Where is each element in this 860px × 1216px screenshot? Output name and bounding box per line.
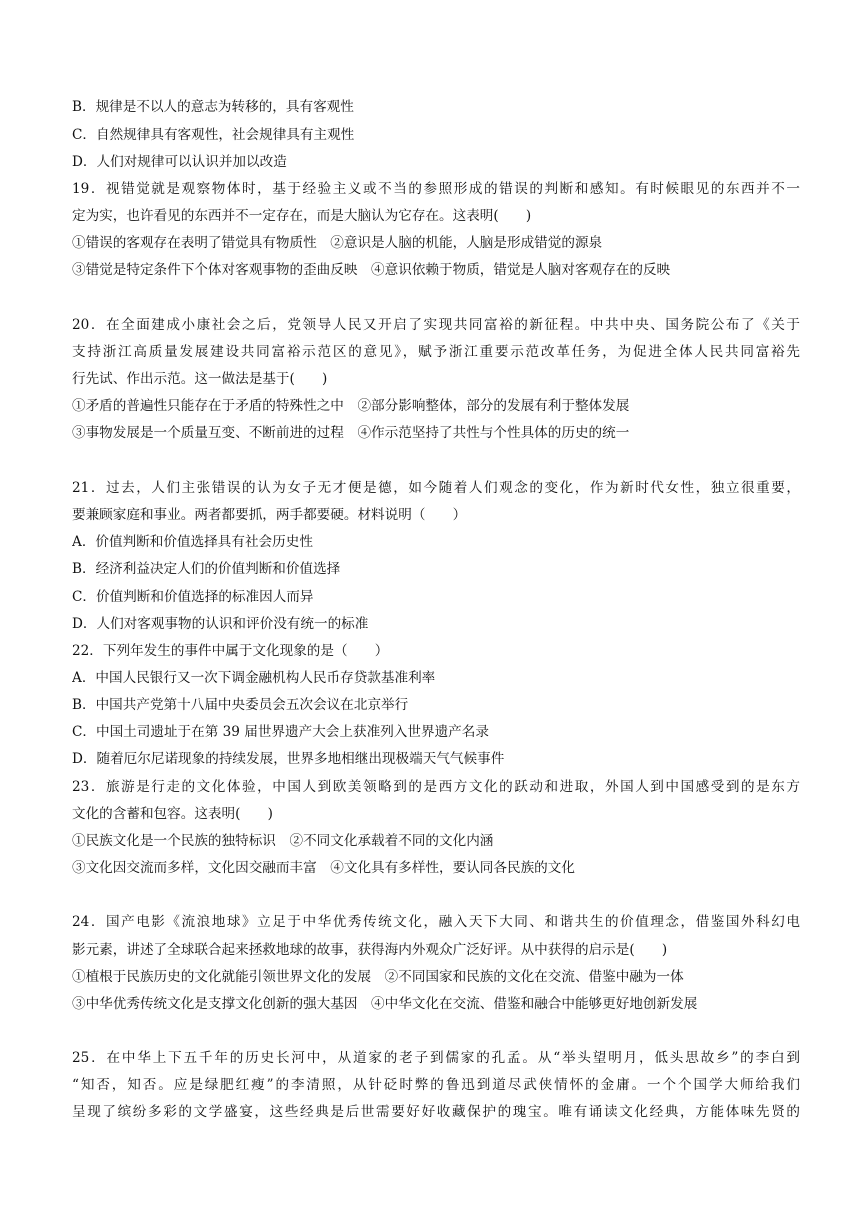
option-b-law-objective: B．规律是不以人的意志为转移的，具有客观性 bbox=[72, 99, 354, 115]
question-23-stem-cont: 文化的含蓄和包容。这表明( ) bbox=[72, 806, 273, 822]
question-20-stem-end: 行先试、作出示范。这一做法是基于( ) bbox=[72, 371, 328, 387]
question-23-statements-2: ③文化因交流而多样，文化因交融而丰富 ④文化具有多样性，要认同各民族的文化 bbox=[72, 860, 575, 876]
question-23-statements-1: ①民族文化是一个民族的独特标识 ②不同文化承载着不同的文化内涵 bbox=[72, 833, 494, 849]
question-19-statements-1: ①错误的客观存在表明了错觉具有物质性 ②意识是人脑的机能，人脑是形成错觉的源泉 bbox=[72, 235, 603, 251]
question-22-option-b: B．中国共产党第十八届中央委员会五次会议在北京举行 bbox=[72, 697, 409, 713]
question-24-stem-cont: 影元素，讲述了全球联合起来拯救地球的故事，获得海内外观众广泛好评。从中获得的启示是( ) bbox=[72, 942, 668, 958]
option-d-law-changeable: D．人们对规律可以认识并加以改造 bbox=[72, 154, 287, 170]
question-22-option-d: D．随着厄尔尼诺现象的持续发展，世界多地相继出现极端天气气候事件 bbox=[72, 751, 505, 767]
question-23-stem: 23．旅游是行走的文化体验，中国人到欧美领略到的是西方文化的跃动和进取，外国人到中国感受到的是东方 bbox=[72, 779, 800, 795]
question-21-option-d: D．人们对客观事物的认识和评价没有统一的标准 bbox=[72, 616, 369, 632]
question-21-stem-cont: 要兼顾家庭和事业。两者都要抓，两手都要硬。材料说明（ ） bbox=[72, 507, 467, 523]
question-24-statements-2: ③中华优秀传统文化是支撑文化创新的强大基因 ④中华文化在交流、借鉴和融合中能够更好地创新发展 bbox=[72, 996, 698, 1012]
question-20-statements-1: ①矛盾的普遍性只能存在于矛盾的特殊性之中 ②部分影响整体，部分的发展有利于整体发展 bbox=[72, 398, 630, 414]
question-22-option-c: C．中国土司遗址于在第 39 届世界遗产大会上获准列入世界遗产名录 bbox=[72, 724, 489, 740]
question-25-stem: 25．在中华上下五千年的历史长河中，从道家的老子到儒家的孔孟。从“举头望明月，低头思故乡”的李白到 bbox=[72, 1050, 800, 1066]
question-21-stem: 21．过去，人们主张错误的认为女子无才便是德，如今随着人们观念的变化，作为新时代女性，独立很重要， bbox=[72, 480, 800, 496]
question-22-stem: 22．下列年发生的事件中属于文化现象的是（ ） bbox=[72, 643, 389, 659]
question-20-stem: 20．在全面建成小康社会之后，党领导人民又开启了实现共同富裕的新征程。中共中央、国务院公布了《关于 bbox=[72, 317, 800, 333]
question-19-statements-2: ③错觉是特定条件下个体对客观事物的歪曲反映 ④意识依赖于物质，错觉是人脑对客观存在的反映 bbox=[72, 262, 671, 278]
question-21-option-b: B．经济利益决定人们的价值判断和价值选择 bbox=[72, 561, 341, 577]
question-19-stem-cont: 定为实，也许看见的东西并不一定存在，而是大脑认为它存在。这表明( ) bbox=[72, 208, 532, 224]
question-25-stem-cont: “知否，知否。应是绿肥红瘦”的李清照，从针砭时弊的鲁迅到道尽武侠情怀的金庸。一个个国学大师给我们 bbox=[72, 1077, 800, 1093]
option-c-law-subjective: C．自然规律具有客观性，社会规律具有主观性 bbox=[72, 127, 355, 143]
question-20-stem-cont: 支持浙江高质量发展建设共同富裕示范区的意见》，赋予浙江重要示范改革任务，为促进全体人民共同富裕先 bbox=[72, 344, 800, 360]
question-19-stem: 19．视错觉就是观察物体时，基于经验主义或不当的参照形成的错误的判断和感知。有时候眼见的东西并不一 bbox=[72, 181, 800, 197]
question-24-statements-1: ①植根于民族历史的文化就能引领世界文化的发展 ②不同国家和民族的文化在交流、借鉴中融为一体 bbox=[72, 969, 684, 985]
question-25-stem-cont-2: 呈现了缤纷多彩的文学盛宴，这些经典是后世需要好好收藏保护的瑰宝。唯有诵读文化经典，方能体味先贤的 bbox=[72, 1104, 800, 1120]
question-21-option-a: A．价值判断和价值选择具有社会历史性 bbox=[72, 534, 313, 550]
question-22-option-a: A．中国人民银行又一次下调金融机构人民币存贷款基准利率 bbox=[72, 670, 436, 686]
question-21-option-c: C．价值判断和价值选择的标准因人而异 bbox=[72, 589, 314, 605]
question-20-statements-2: ③事物发展是一个质量互变、不断前进的过程 ④作示范坚持了共性与个性具体的历史的统一 bbox=[72, 425, 630, 441]
question-24-stem: 24．国产电影《流浪地球》立足于中华优秀传统文化，融入天下大同、和谐共生的价值理念，借鉴国外科幻电 bbox=[72, 914, 800, 930]
